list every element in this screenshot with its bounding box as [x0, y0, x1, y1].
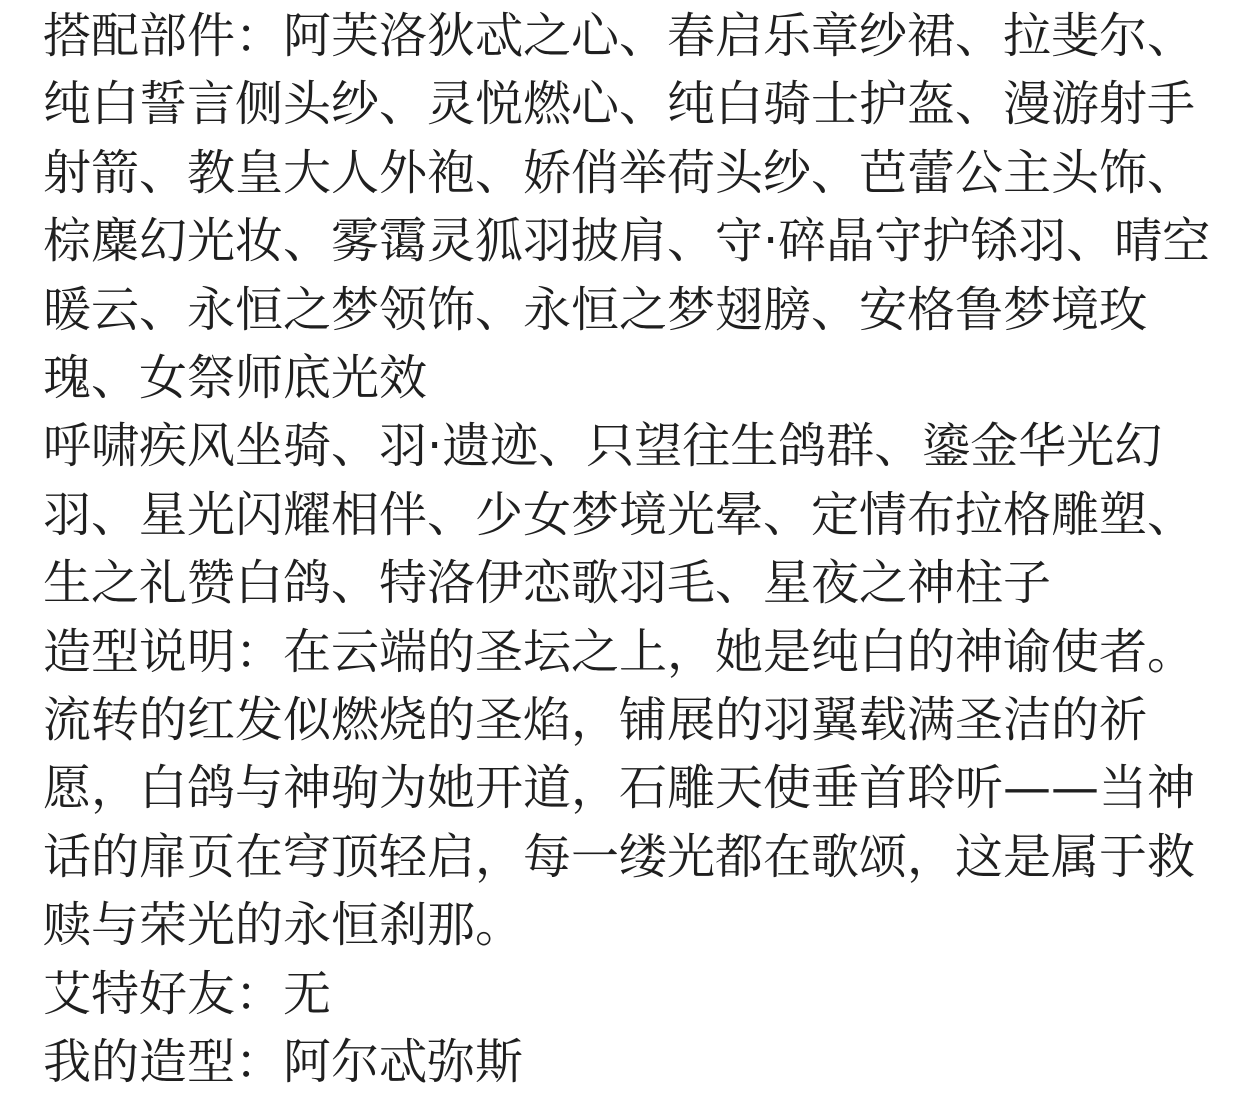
my-style-name: 我的造型：阿尔忒弥斯 — [43, 1034, 524, 1091]
styling-description: 造型说明：在云端的圣坛之上，她是纯白的神谕使者。流转的红发似燃烧的圣焰，铺展的羽翼载满圣洁的祈愿，白鸽与神驹为她开道，石雕天使垂首聆听——当神话的扉页在穹顶轻启，每一缕光都在歌颂，这是属于救赎与荣光的永恒刹那。 — [43, 623, 1196, 954]
tagged-friends: 艾特好友：无 — [43, 965, 332, 1022]
extras-list: 呼啸疾风坐骑、羽·遗迹、只望往生鸽群、鎏金华光幻羽、星光闪耀相伴、少女梦境光晕、定情布拉格雕塑、生之礼赞白鸽、特洛伊恋歌羽毛、星夜之神柱子 — [43, 418, 1196, 612]
parts-list: 搭配部件：阿芙洛狄忒之心、春启乐章纱裙、拉斐尔、纯白誓言侧头纱、灵悦燃心、纯白骑士护盔、漫游射手射箭、教皇大人外袍、娇俏举荷头纱、芭蕾公主头饰、棕麋幻光妆、雾霭灵狐羽披肩、守·碎晶守护铩羽、晴空暖云、永恒之梦领饰、永恒之梦翅膀、安格鲁梦境玫瑰、女祭师底光效 — [43, 8, 1211, 407]
post-text — [43, 2, 1223, 1097]
